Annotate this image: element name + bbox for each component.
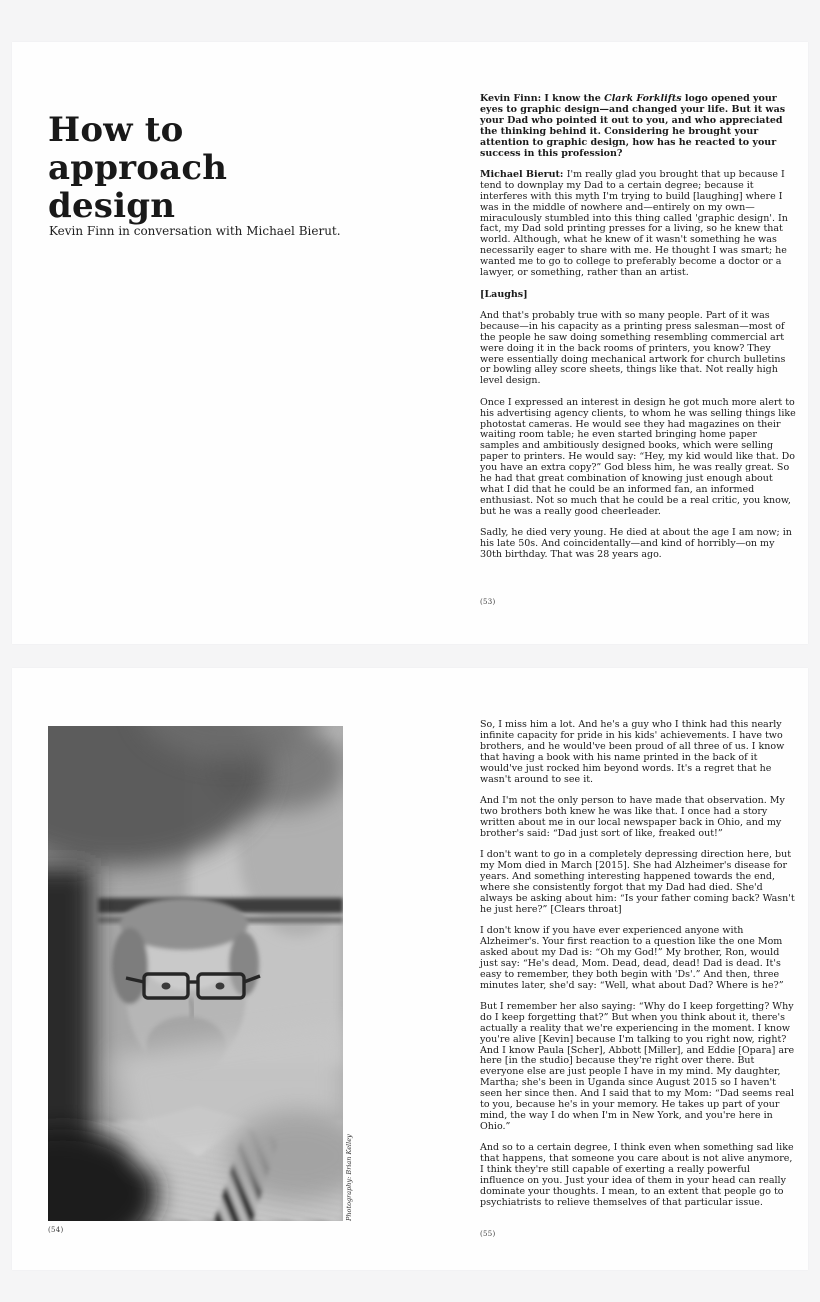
logo-name-italic: Clark Forklifts [604,93,682,104]
interview-paragraph: I don't know if you have ever experienced anyone with Alzheimer's. Your first reaction to a question like the one Mom asked about my Dad is: “Oh my God!” My brother, Ron, would just say: “He's dead, Mom. Dead, dead, dead! Dad is dead. It's easy to remember, they both begin with 'Ds'.” And then, three minutes later, she'd say: “Well, what about Dad? Where is he?” [480,925,784,991]
speaker-name: Michael Bierut: [480,168,567,180]
interview-paragraph: And that's probably true with so many people. Part of it was because—in his capacity as a printing press salesman—most of the people he saw doing something resembling commercial art were doing it in the back rooms of printers, you know? They were essentially doing mechanical artwork for church bulletins or bowling alley score sheets, things like that. Not really high level design. [480,309,786,387]
interview-paragraph: So, I miss him a lot. And he's a guy who I think had this nearly infinite capacity for pride in his kids' achievements. I have two brothers, and he would've been proud of all three of us. I know that having a book with his name printed in the back of it would've just rocked him beyond words. It's a regret that he wasn't around to see it. [480,719,785,785]
interview-paragraph: And I'm not the only person to have made that observation. My two brothers both knew he was like that. I once had a story written about me in our local newspaper back in Ohio, and my brother's said: “Dad just sort of like, freaked out!” [480,794,785,839]
page-number-54: (54) [48,1226,64,1234]
photo-credit: Photography: Brian Kelley [345,1134,353,1221]
interview-column-page-53 [480,94,796,571]
answer-text: I'm really glad you brought that up because I tend to downplay my Dad to a certain degree; because it interferes with this myth I'm trying to build [laughing] where I was in the middle of nowhere and—entirely on my own—miraculously stumbled into this thing called 'graphic design'. In fact, my Dad sold printing presses for a living, so he knew that world. Although, what he knew of it wasn't something he was necessarily eager to share with me. He thought I was smart; he wanted me to go to college to preferably become a doctor or a lawyer, or something, rather than an artist. [480,168,788,279]
interview-question [480,94,796,159]
interview-paragraph: But I remember her also saying: “Why do I keep forgetting? Why do I keep forgetting that?” But when you think about it, there's actually a reality that we're experiencing in the moment. I know you're alive [Kevin] because I'm talking to you right now, right? And I know Paula [Scher], Abbott [Miller], and Eddie [Opara] are here [in the studio] because they're right over there. But everyone else are just people I have in my mind. My daughter, Martha; she's been in Uganda since August 2015 so I haven't seen her since then. And I said that to my Mom: “Dad seems real to you, because he's in your memory. He takes up part of your mind, the way I do when I'm in New York, and you're here in Ohio.” [480,1000,795,1132]
interview-answer [480,170,796,279]
portrait-photo-illustration [48,726,343,1221]
question-bold-text: Kevin Finn: I know the [480,93,605,104]
portrait-photo-michael-bierut [48,726,343,1221]
page-subtitle: Kevin Finn in conversation with Michael Bierut. [49,224,341,238]
interview-column-page-55 [480,720,796,1219]
page-number-53: (53) [480,598,496,606]
interview-paragraph: Sadly, he died very young. He died at about the age I am now; in his late 50s. And coincidentally—and kind of horribly—on my 30th birthday. That was 28 years ago. [480,527,792,561]
stage-direction: [Laughs] [480,288,528,300]
interview-paragraph: Once I expressed an interest in design he got much more alert to his advertising agency clients, to whom he was selling things like photostat cameras. He would see they had magazines on their waiting room table; he even started bringing home paper samples and ambitiously designed books, which were selling paper to printers. He would say: “Hey, my kid would like that. Do you have an extra copy?” God bless him, he was really great. So he had that great combination of knowing just enough about what I did that he could be an informed fan, an informed enthusiast. Not so much that he could be a real critic, you know, but he was a really good cheerleader. [480,396,796,517]
interview-paragraph: I don't want to go in a completely depressing direction here, but my Mom died in March [2015]. She had Alzheimer's disease for years. And something interesting happened towards the end, where she consistently forgot that my Dad had died. She'd always be asking about him: “Is your father coming back? Wasn't he just here?” [Clears throat] [480,849,795,915]
page-title: How to approach design [48,109,228,226]
page-number-55: (55) [480,1230,496,1238]
interview-paragraph: And so to a certain degree, I think even when something sad like that happens, that someone you care about is not alive anymore, I think they're still capable of exerting a really powerful influence on you. Just your idea of them in your head can really dominate your thoughts. I mean, to an extent that people go to psychiatrists to relieve themselves of that particular issue. [480,1142,794,1208]
book-page-right-spread [12,668,808,1270]
book-page-left-spread [12,42,808,644]
question-bold-text-2: logo opened your eyes to graphic design—and changed your life. But it was your Dad who pointed it out to you, and who appreciated the thinking behind it. Considering he brought your attention to graphic design, how has he reacted to your success in this profession? [480,93,786,159]
